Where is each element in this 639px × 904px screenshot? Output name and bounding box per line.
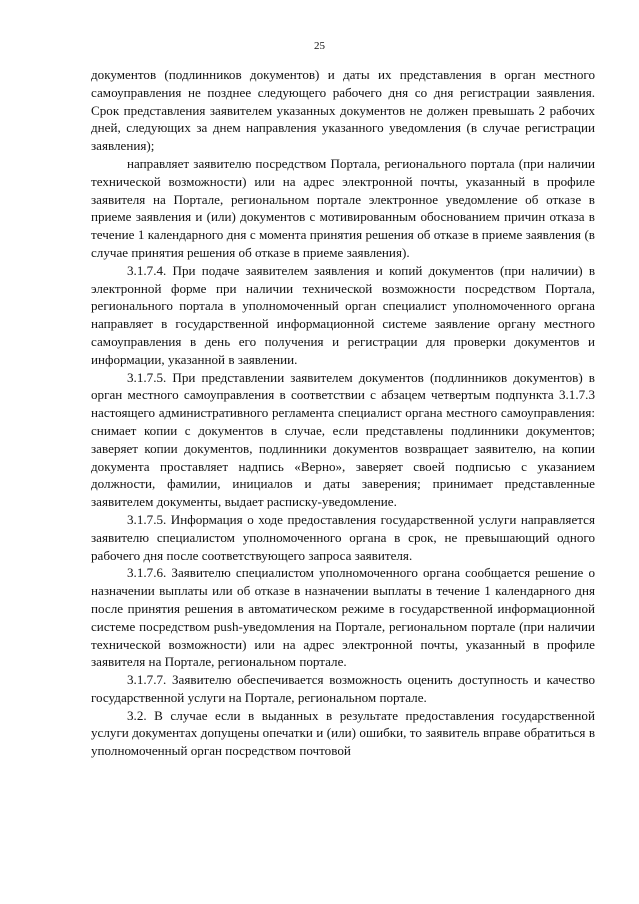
paragraph-1: документов (подлинников документов) и даты их представления в орган местного самоуправления не позднее следующего рабочего дня со дня регистрации заявления. Срок представления заявителем указанных документов не должен превышать 2 рабочих дней, следующих за днем направления указанного уведомления (в случае регистрации заявления); (91, 67, 595, 154)
paragraph-3-1-7-4: 3.1.7.4. При подаче заявителем заявления и копий документов (при наличии) в электронной форме при наличии технической возможности посредством Портала, регионального портала в уполномоченный орган специалист уполномоченного органа направляет в государственной информационной системе заявление органу местного самоуправления в день его получения и регистрации для проверки документов и информации, указанной в заявлении. (91, 262, 595, 367)
paragraph-3-1-7-6: 3.1.7.6. Заявителю специалистом уполномоченного органа сообщается решение о назначении выплаты или об отказе в назначении выплаты в течение 1 календарного дня после принятия решения в автоматическом режиме в государственной информационной системе посредством push-уведомления на Портале, региональном портале (при наличии технической возможности) или на адрес электронной почты, указанный в профиле заявителя на Портале, региональном портале. (91, 565, 595, 670)
paragraph-3-1-7-5-a: 3.1.7.5. При представлении заявителем документов (подлинников документов) в орган местного самоуправления в соответствии с абзацем четвертым подпункта 3.1.7.3 настоящего административного регламента специалист органа местного самоуправления: снимает копии с документов в случае, если представлены подлинники документов; заверяет копии документов, подлинники документов возвращает заявителю, на копии документа проставляет надпись «Верно», заверяет своей подписью с указанием должности, фамилии, инициалов и даты заверения; принимает представленные заявителем документы, выдает расписку-уведомление. (91, 369, 595, 510)
paragraph-3-1-7-5-b: 3.1.7.5. Информация о ходе предоставления государственной услуги направляется заявителю специалистом уполномоченного органа в срок, не превышающий одного рабочего дня после соответствующего запроса заявителя. (91, 511, 595, 563)
paragraph-2: направляет заявителю посредством Портала, регионального портала (при наличии технической возможности) или на адрес электронной почты, указанный в профиле заявителя на Портале, региональном портале электронное уведомление об отказе в приеме заявления и (или) документов с мотивированным обоснованием причин отказа в течение 1 календарного дня с момента принятия решения об отказе в приеме заявления (в случае принятия решения об отказе в приеме заявления). (91, 155, 595, 260)
page-number: 25 (314, 40, 325, 52)
document-body (91, 66, 595, 760)
paragraph-3-1-7-7: 3.1.7.7. Заявителю обеспечивается возможность оценить доступность и качество государственной услуги на Портале, региональном портале. (91, 672, 595, 705)
paragraph-3-2: 3.2. В случае если в выданных в результате предоставления государственной услуги документах допущены опечатки и (или) ошибки, то заявитель вправе обратиться в уполномоченный орган посредством почтовой (91, 707, 595, 759)
